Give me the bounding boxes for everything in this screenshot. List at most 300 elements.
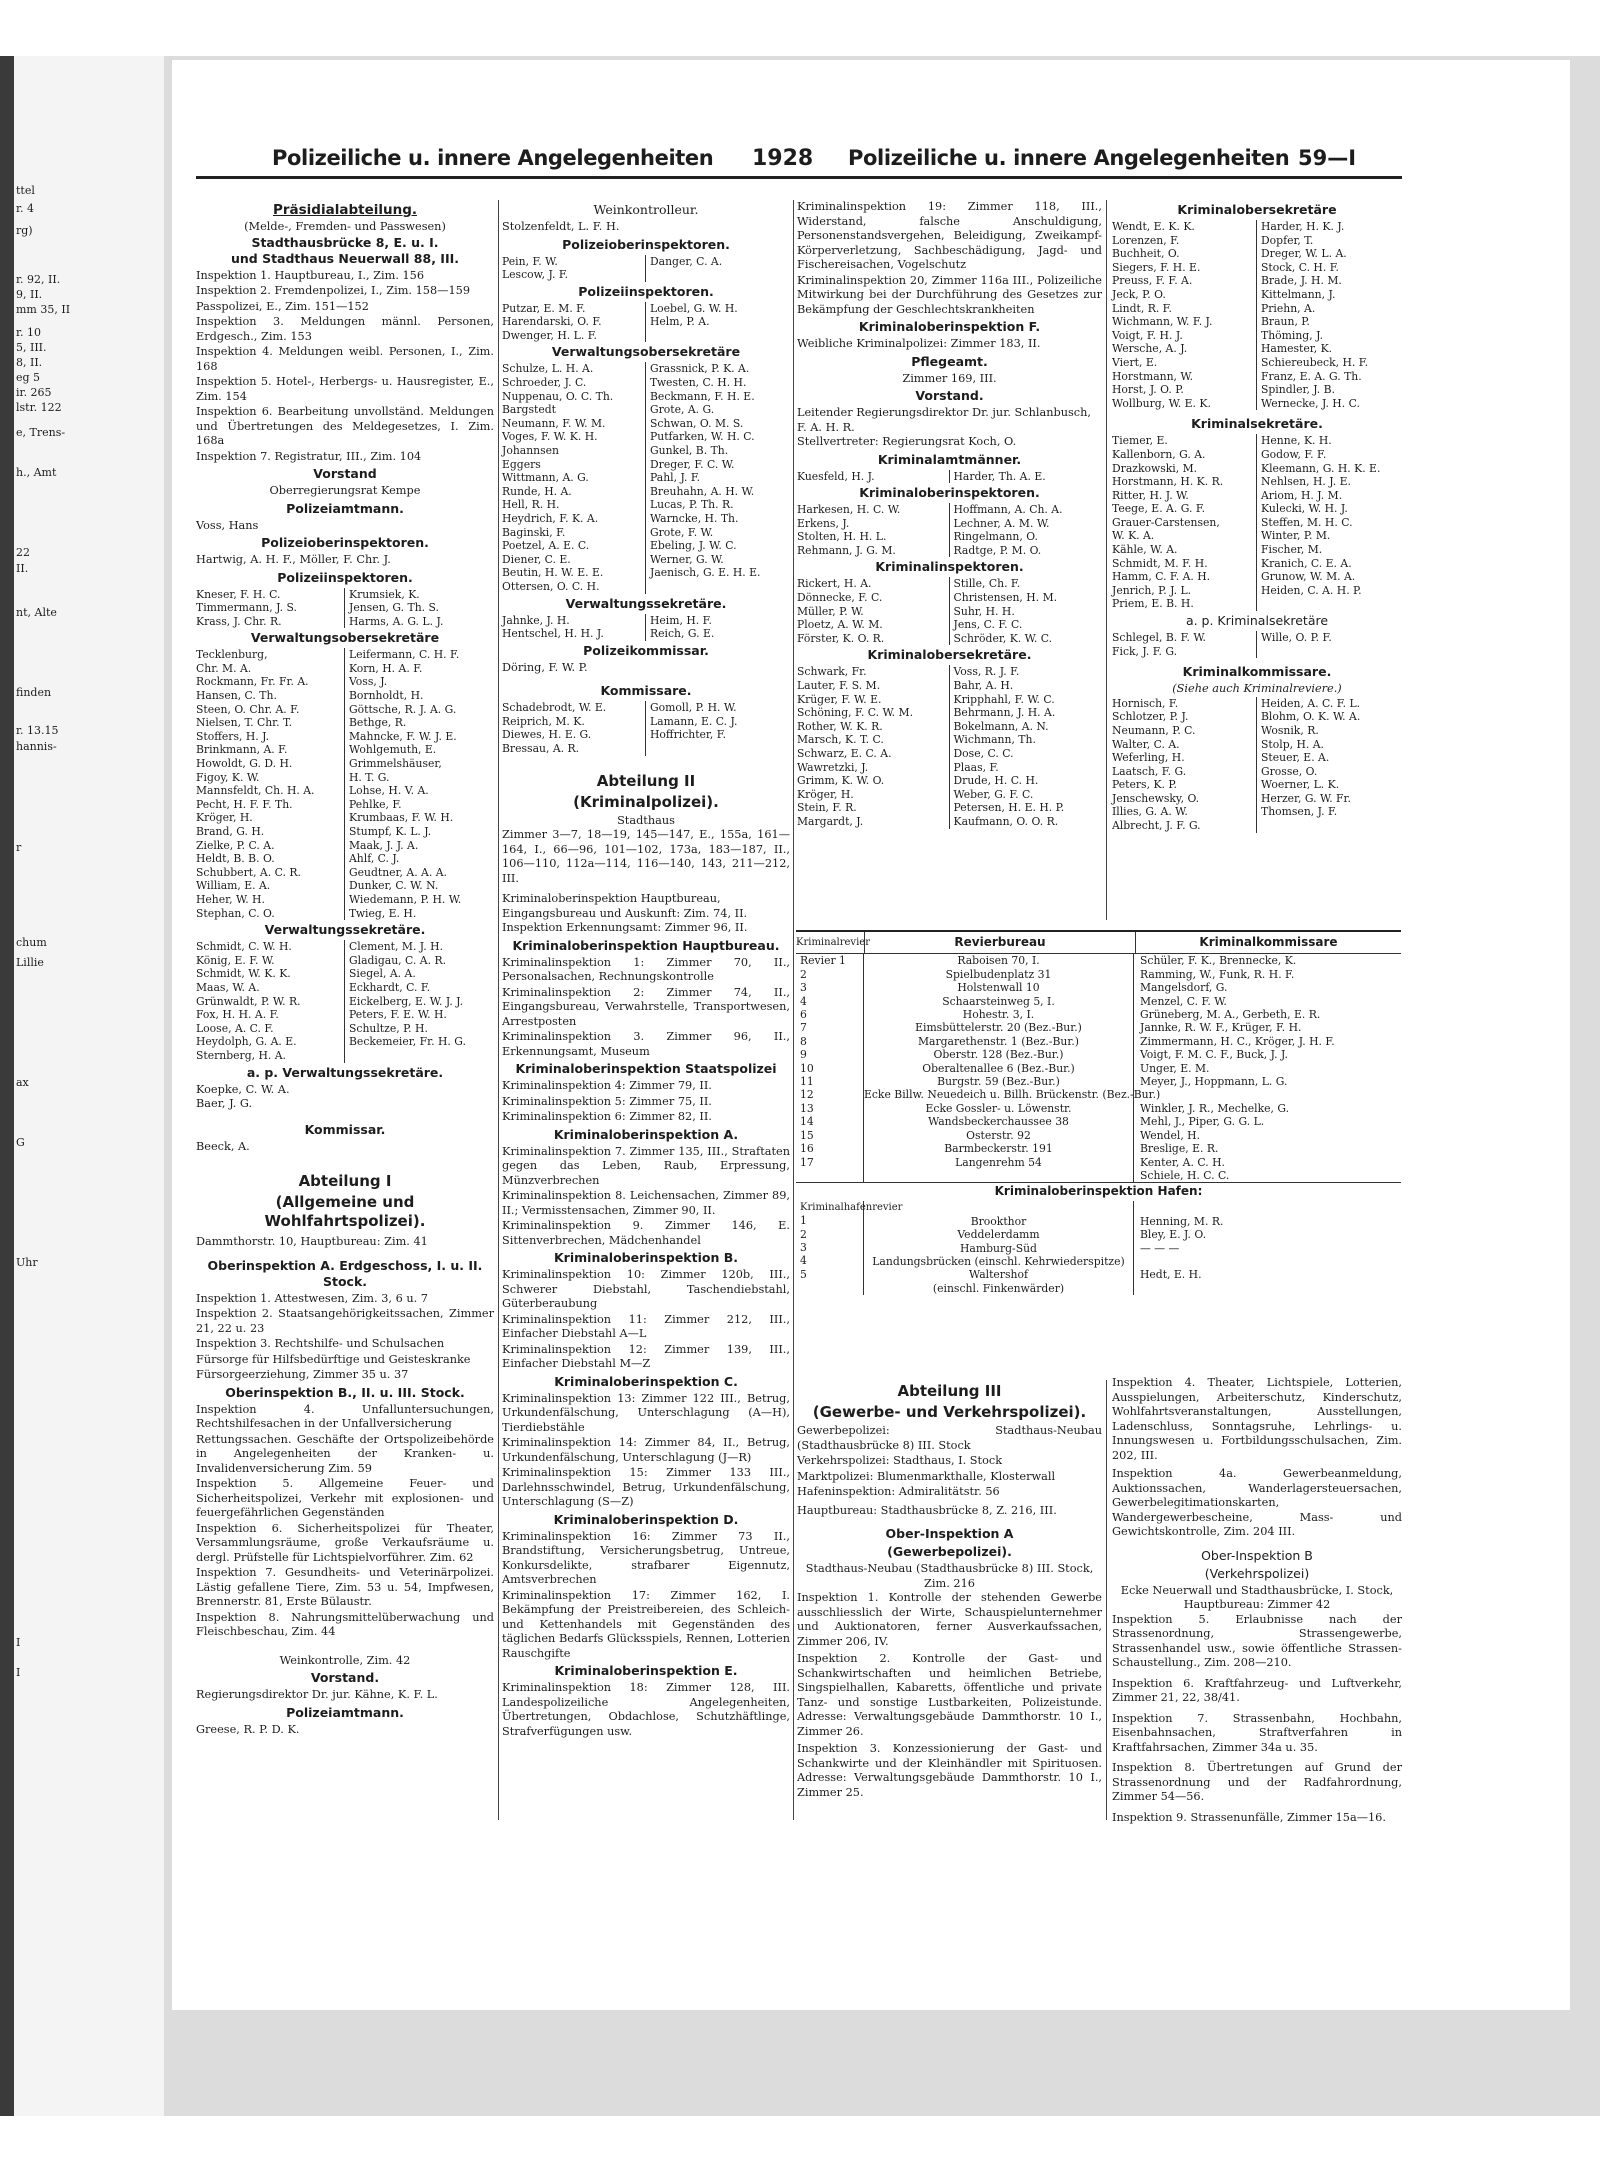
person-name: Kröger, H. <box>797 787 854 801</box>
previous-page-margin <box>14 56 164 2116</box>
revier-bureau: Holstenwall 10 <box>957 981 1040 995</box>
margin-fragment: rg) <box>16 224 33 237</box>
person-name: Ottersen, O. C. H. <box>502 579 600 593</box>
person-name: Johannsen <box>502 444 560 458</box>
margin-fragment: 22 <box>16 546 30 559</box>
c2-oberinspektoren-heading: Polizeioberinspektoren. <box>562 236 730 252</box>
person-name: Heiden, A. C. F. L. <box>1261 696 1361 710</box>
person-name: Fox, H. H. A. F. <box>196 1008 279 1022</box>
margin-fragment: r. 4 <box>16 202 35 215</box>
person-name: Beckemeier, Fr. H. G. <box>349 1035 466 1049</box>
person-name: Bressau, A. R. <box>502 742 580 756</box>
inspection-line: Inspektion 6. Bearbeitung unvollständ. Meldungen und Übertretungen des Meldegesetzes, I. Zim. 168a <box>196 405 494 447</box>
kommissare-heading: Kommissare. <box>600 683 692 699</box>
person-name: Kaufmann, O. O. R. <box>953 814 1059 828</box>
obersekretaere-heading: Verwaltungsobersekretäre <box>250 630 440 646</box>
person-name: Lindt, R. F. <box>1112 301 1172 315</box>
margin-fragment: nt, Alte <box>16 606 57 619</box>
person-name: Dönnecke, F. C. <box>797 591 883 605</box>
revier-number: Revier 1 <box>800 954 846 968</box>
inspection-line: Kriminalinspektion 13: Zimmer 122 III., Betrug, Urkundenfälschung, Unterschlagung (A—H), Tierdiebstähle <box>502 1391 790 1434</box>
person-name: Grünwaldt, P. W. R. <box>196 994 301 1008</box>
inspection-line: Inspektion 6. Sicherheitspolizei für Theater, Versammlungsräume, große Verkaufsräume u. dergl. Prüfstelle für Lichtspielvorführer. Zim. 62 <box>196 1521 494 1564</box>
inspection-line: Fürsorge für Hilfsbedürftige und Geisteskranke <box>196 1352 471 1366</box>
revier-number: 2 <box>800 967 807 981</box>
revier-number: 8 <box>800 1034 807 1048</box>
hafen-kommissar: Henning, M. R. <box>1140 1214 1224 1228</box>
reviere-table-header <box>796 932 1401 954</box>
inspection-line: Passpolizei, E., Zim. 151—152 <box>196 299 369 313</box>
hafen-bureau: Brookthor <box>970 1214 1027 1228</box>
c3-top-lines <box>797 200 1102 317</box>
person-name: Chr. M. A. <box>196 661 252 675</box>
person-name: Henne, K. H. <box>1261 434 1332 448</box>
vorstand-2-heading: Vorstand. <box>310 1670 380 1685</box>
person-name: Albrecht, J. F. G. <box>1112 819 1201 833</box>
inspection-line: Verkehrspolizei: Stadthaus, I. Stock <box>797 1454 1003 1467</box>
table-header-kommissare: Kriminalkommissare <box>1199 935 1338 949</box>
person-name: Bornholdt, H. <box>349 689 424 703</box>
person-name: Steen, O. Chr. A. F. <box>196 702 300 716</box>
inspection-line: Kriminalinspektion 4: Zimmer 79, II. <box>502 1079 712 1093</box>
c2-obersekretaere-heading: Verwaltungsobersekretäre <box>551 344 741 360</box>
inspection-line: Inspektion 5. Allgemeine Feuer- und Sicherheitspolizei, Verkehr mit explosionen- und feuergefährlichen Gegenständen <box>196 1477 494 1519</box>
ober-inspektion-a-subheading: (Gewerbepolizei). <box>887 1544 1012 1559</box>
revier-kommissar: Mehl, J., Piper, G. G. L. <box>1140 1115 1265 1129</box>
person-name: Leitender Regierungsdirektor Dr. jur. Schlanbusch, F. A. H. R. <box>797 406 1091 434</box>
c2-inspektoren-list <box>502 302 790 343</box>
person-name: Laatsch, F. G. <box>1112 764 1187 778</box>
koi-a-lines <box>502 1145 790 1249</box>
person-name: Kähle, W. A. <box>1112 543 1178 557</box>
inspection-line: Kriminalinspektion 11: Zimmer 212, III., Einfacher Diebstahl A—L <box>502 1312 790 1341</box>
revier-kommissar: Mangelsdorf, G. <box>1140 981 1228 995</box>
koi-b-heading: Kriminaloberinspektion B. <box>554 1250 738 1266</box>
oberinspektoren-names: Hartwig, A. H. F., Möller, F. Chr. J. <box>196 553 391 566</box>
abteilung-1-heading: Abteilung I <box>298 1172 392 1190</box>
person-name: Stille, Ch. F. <box>953 577 1021 591</box>
inspection-line: Kriminalinspektion 14: Zimmer 84, II., Betrug, Urkundenfälschung, Unterschlagung (J—R) <box>502 1436 790 1464</box>
person-name: Maas, W. A. <box>196 980 260 994</box>
amtmann-heading: Polizeiamtmann. <box>286 500 404 516</box>
person-name: Kripphahl, F. W. C. <box>953 692 1055 706</box>
person-name: Nuppenau, O. C. Th. <box>502 389 614 403</box>
revier-number: 6 <box>800 1008 807 1022</box>
inspection-line: Kriminalinspektion 9. Zimmer 146, E. Sittenverbrechen, Mädchenhandel <box>502 1219 790 1247</box>
revier-bureau: Ecke Billw. Neuedeich u. Billh. Brückenstr. (Bez.-Bur.) <box>864 1088 1161 1102</box>
person-name: Lauter, F. S. M. <box>797 679 881 693</box>
person-name: Kuesfeld, H. J. <box>797 469 875 483</box>
amtmaenner-list <box>797 470 1102 484</box>
amtmann-2-name: Greese, R. P. D. K. <box>196 1722 300 1736</box>
page-header <box>0 0 1600 180</box>
person-name: Ploetz, A. W. M. <box>797 618 883 632</box>
person-name: William, E. A. <box>196 879 271 893</box>
obersekretaere-list <box>196 648 494 920</box>
koi-c-lines <box>502 1392 790 1510</box>
revier-kommissar: Schüler, F. K., Brennecke, K. <box>1140 954 1297 968</box>
person-name: Jens, C. F. C. <box>953 618 1023 632</box>
inspection-line: Inspektion 2. Kontrolle der Gast- und Schankwirtschaften und heimlichen Betriebe, Singspielhallen, Kabaretts, öffentliche und private Tanz- und sonstige Lustbarkeiten, Polizeistunde. Adresse: Verwaltungsgebäude Dammthorstr. 10 I., Zimmer 26. <box>797 1652 1102 1738</box>
person-name: Wollburg, W. E. K. <box>1112 396 1211 410</box>
inspection-line: Inspektion 5. Erlaubnisse nach der Strassenordnung, Strassengewerbe, Strassenhandel usw., sowie öffentliche Strassen-Schaustellung., Zim. 208—210. <box>1112 1612 1402 1669</box>
revier-bureau: Oberstr. 128 (Bez.-Bur.) <box>933 1048 1064 1062</box>
oberinspektion-b-lines <box>196 1403 494 1640</box>
column-rule-3 <box>1106 200 1107 920</box>
person-name: Timmermann, J. S. <box>196 601 297 615</box>
ober-inspektion-b-lines <box>1112 1613 1402 1826</box>
inspection-line: Gewerbepolizei: Stadthaus-Neubau (Stadthausbrücke 8) III. Stock <box>797 1424 1102 1452</box>
person-name: Eickelberg, E. W. J. J. <box>349 994 464 1008</box>
c2-sekretaere-list <box>502 614 790 641</box>
revier-kommissar: Breslige, E. R. <box>1140 1142 1219 1156</box>
person-name: W. K. A. <box>1112 529 1155 543</box>
person-name: Schmidt, M. F. H. <box>1112 556 1208 570</box>
margin-fragment: r <box>16 841 22 854</box>
person-name: Behrmann, J. H. A. <box>953 706 1056 720</box>
praesidial-subtitle: (Melde-, Fremden- und Passwesen) <box>244 220 446 233</box>
hafen-label: Kriminalhafenrevier <box>800 1201 903 1213</box>
koi-d-lines <box>502 1530 790 1662</box>
person-name: Korn, H. A. F. <box>349 661 423 675</box>
person-name: Dose, C. C. <box>953 747 1014 760</box>
abteilung-1-subheading: (Allgemeine und Wohlfahrtspolizei). <box>264 1193 426 1230</box>
koi-f-heading: Kriminaloberinspektion F. <box>858 319 1041 334</box>
person-name: Hamm, C. F. A. H. <box>1112 570 1211 584</box>
c4-obersekretaere-list <box>1112 220 1402 410</box>
inspection-line: Inspektion 2. Fremdenpolizei, I., Zim. 158—159 <box>196 284 471 297</box>
person-name: Preuss, F. F. A. <box>1112 274 1193 288</box>
praesidial-address-2: und Stadthaus Neuerwall 88, III. <box>230 250 460 266</box>
person-name: Schadebrodt, W. E. <box>502 701 607 715</box>
revier-number: 9 <box>800 1048 807 1062</box>
person-name: Beckmann, F. H. E. <box>650 389 755 403</box>
koi-hauptbureau-heading: Kriminaloberinspektion Hauptbureau. <box>512 937 780 953</box>
person-name: Figoy, K. W. <box>196 770 260 784</box>
person-name: Wichmann, Th. <box>953 733 1036 747</box>
person-name: Mannsfeldt, Ch. H. A. <box>196 784 315 798</box>
inspection-line: Kriminalinspektion 6: Zimmer 82, II. <box>502 1110 712 1124</box>
c3-vorstand-heading: Vorstand. <box>915 388 984 403</box>
revier-kommissar: Zimmermann, H. C., Kröger, J. H. F. <box>1140 1034 1335 1048</box>
column-rule-4 <box>1106 1380 1107 1820</box>
person-name: Schmidt, C. W. H. <box>196 940 292 954</box>
koi-b-lines <box>502 1268 790 1372</box>
ap-sekretaere-heading: a. p. Verwaltungssekretäre. <box>246 1064 444 1080</box>
person-name: Jahnke, J. H. <box>502 613 570 627</box>
person-name: Kallenborn, G. A. <box>1112 447 1206 461</box>
person-name: Grunow, W. M. A. <box>1261 570 1356 584</box>
header-rule <box>196 176 1402 179</box>
person-name: Wernecke, J. H. C. <box>1261 396 1360 410</box>
ap-sekretaere-list <box>196 1083 494 1112</box>
book-gutter <box>0 56 14 2116</box>
person-name: Horst, J. O. P. <box>1112 383 1184 397</box>
inspection-line: Kriminalinspektion 10: Zimmer 120b, III., Schwerer Diebstahl, Taschendiebstahl, Güterberaubung <box>502 1268 790 1311</box>
person-name: Radtge, P. M. O. <box>953 543 1042 557</box>
person-name: Grauer-Carstensen, <box>1112 515 1220 529</box>
person-name: Bokelmann, A. N. <box>953 719 1049 733</box>
margin-fragment: Uhr <box>16 1256 38 1269</box>
person-name: Wersche, A. J. <box>1112 342 1188 356</box>
kommissare-list <box>502 701 790 755</box>
person-name: Jenrich, P. J. L. <box>1112 583 1192 597</box>
person-name: Horstmann, W. <box>1112 369 1194 383</box>
person-name: Krass, J. Chr. R. <box>196 614 282 628</box>
vorstand-heading: Vorstand <box>313 466 377 481</box>
weinkontrolleur-name: Stolzenfeldt, L. F. H. <box>502 220 620 233</box>
kriminalsekretaere-list <box>1112 434 1402 611</box>
hafen-kommissar: Bley, E. J. O. <box>1140 1228 1207 1242</box>
person-name: Rickert, H. A. <box>797 577 872 591</box>
inspection-line: Inspektion 3. Rechtshilfe- und Schulsachen <box>196 1337 445 1350</box>
sekretaere-list <box>196 940 494 1062</box>
person-name: Harder, H. K. J. <box>1261 220 1345 233</box>
person-name: Stellvertreter: Regierungsrat Koch, O. <box>797 435 1017 448</box>
person-name: Wohlgemuth, E. <box>349 743 437 757</box>
revier-bureau: Wandsbeckerchaussee 38 <box>928 1115 1069 1129</box>
abteilung-2-subheading: (Kriminalpolizei). <box>573 792 719 811</box>
person-name: Warncke, H. Th. <box>650 512 739 525</box>
person-name: Schiereubeck, H. F. <box>1261 355 1369 369</box>
kriminalkommissare-list <box>1112 697 1402 833</box>
inspection-line: Kriminalinspektion 17: Zimmer 162, I. Bekämpfung der Preistreibereien, des Schleich- und Kettenhandels mit Gegenständen des täglichen Bedarfs Glücksspiels, Rennen, Lotterien Rauschgifte <box>502 1588 790 1660</box>
inspection-line: Inspektion 1. Kontrolle der stehenden Gewerbe ausschliesslich der Wirte, Schauspielunternehmer und Auktionatoren, ferner Ausverkaufssachen, Zimmer 206, IV. <box>797 1591 1102 1648</box>
header-left-title: Polizeiliche u. innere Angelegenheiten <box>272 146 714 170</box>
praesidial-inspections <box>196 269 494 465</box>
person-name: Franz, E. A. G. Th. <box>1261 369 1362 383</box>
person-name: Peters, K. P. <box>1112 778 1177 792</box>
revier-number: 4 <box>800 994 807 1008</box>
hafen-heading: Kriminaloberinspektion Hafen: <box>796 1182 1401 1200</box>
revier-number: 12 <box>800 1088 814 1102</box>
person-name: Dunker, C. W. N. <box>349 879 439 893</box>
person-name: Müller, P. W. <box>797 604 864 618</box>
person-name: Heher, W. H. <box>196 892 265 906</box>
person-name: Wittmann, A. G. <box>502 471 589 485</box>
abteilung-3-lines <box>797 1424 1102 1500</box>
c3-obersekretaere-list <box>797 665 1102 828</box>
person-name: Gladigau, C. A. R. <box>349 953 447 967</box>
c2-inspektoren-heading: Polizeiinspektoren. <box>578 283 714 299</box>
c4-obersekretaere-heading: Kriminalobersekretäre <box>1177 202 1337 217</box>
revier-bureau: Burgstr. 59 (Bez.-Bur.) <box>937 1075 1060 1089</box>
margin-fragment: ttel <box>16 184 35 197</box>
person-name: Kneser, F. H. C. <box>196 587 281 601</box>
c3-vorstand-lines <box>797 406 1102 450</box>
revier-kommissar: Ramming, W., Funk, R. H. F. <box>1140 967 1295 981</box>
person-name: Voigt, F. H. J. <box>1112 328 1183 342</box>
person-name: Ahlf, C. J. <box>349 852 400 866</box>
inspection-line: Marktpolizei: Blumenmarkthalle, Klosterwall <box>797 1469 1056 1483</box>
person-name: Schroeder, J. C. <box>502 376 587 390</box>
weinkontrolle: Weinkontrolle, Zim. 42 <box>279 1653 411 1667</box>
abteilung-3-subheading: (Gewerbe- und Verkehrspolizei). <box>812 1403 1087 1421</box>
person-name: Heydrich, F. K. A. <box>502 512 599 525</box>
person-name: Bargstedt <box>502 403 556 417</box>
inspection-line: Inspektion 3. Meldungen männl. Personen, Erdgesch., Zim. 153 <box>196 315 494 343</box>
person-name: Stock, C. H. F. <box>1261 260 1339 274</box>
person-name: Maak, J. J. A. <box>349 838 419 852</box>
person-name: Pein, F. W. <box>502 254 558 268</box>
person-name: Tiemer, E. <box>1112 434 1168 448</box>
person-name: Wendt, E. K. K. <box>1112 220 1195 233</box>
person-name: Poetzel, A. E. C. <box>502 539 590 553</box>
person-name: Stolten, H. H. L. <box>797 530 887 544</box>
person-name: Jeck, P. O. <box>1112 287 1166 301</box>
pflegeamt-room: Zimmer 169, III. <box>902 371 997 385</box>
person-name: Reiprich, M. K. <box>502 714 585 728</box>
person-name: Loose, A. C. F. <box>196 1021 274 1035</box>
ober-inspektion-a-heading: Ober-Inspektion A <box>885 1526 1014 1541</box>
hafen-revier-number: 3 <box>800 1240 807 1254</box>
person-name: Harder, Th. A. E. <box>953 469 1046 483</box>
inspection-line: Kriminalinspektion 8. Leichensachen, Zimmer 89, II.; Vermisstensachen, Zimmer 90, II. <box>502 1189 790 1217</box>
column-rule-2 <box>793 200 794 1820</box>
vorstand-2-name: Regierungsdirektor Dr. jur. Kähne, K. F. L. <box>196 1688 438 1701</box>
person-name: Siegel, A. A. <box>349 967 416 981</box>
inspection-line: Inspektion 1. Attestwesen, Zim. 3, 6 u. 7 <box>196 1291 428 1305</box>
c2-oberinspektoren-list <box>502 255 790 282</box>
amtmann-name: Voss, Hans <box>196 518 259 532</box>
inspection-line: Kriminalinspektion 16: Zimmer 73 II., Brandstiftung, Versicherungsbetrug, Untreue, Konkursdelikte, strafbarer Eigennutz, Amtsverbrechen <box>502 1529 790 1587</box>
polizeikommissar-heading: Polizeikommissar. <box>583 642 709 658</box>
person-name: Voss, J. <box>349 675 388 689</box>
person-name: Lorenzen, F. <box>1112 233 1180 247</box>
ober-inspektion-b-subheading: (Verkehrspolizei) <box>1204 1565 1310 1581</box>
hafen-kommissar: Hedt, E. H. <box>1140 1268 1202 1282</box>
inspektion-4a: Inspektion 4a. Gewerbeanmeldung, Auktionssachen, Wanderlagersteuersachen, Gewerbelegitimationskarten, Wandergewerbescheine, Mass- und Gewichtskontrolle, Zim. 204 III. <box>1112 1467 1402 1538</box>
person-name: Bahr, A. H. <box>953 679 1014 693</box>
person-name: Dreger, F. C. W. <box>650 457 735 471</box>
person-name: Buchheit, O. <box>1112 247 1180 261</box>
person-name: Neumann, F. W. M. <box>502 416 606 430</box>
person-name: Weferling, H. <box>1112 751 1185 765</box>
person-name: Twesten, C. H. H. <box>650 376 747 390</box>
koi-d-heading: Kriminaloberinspektion D. <box>553 1511 739 1527</box>
koi-a-heading: Kriminaloberinspektion A. <box>553 1126 739 1142</box>
person-name: Spindler, J. B. <box>1261 383 1336 397</box>
inspektion-4: Inspektion 4. Theater, Lichtspiele, Lotterien, Ausspielungen, Arbeiterschutz, Kinderschutz, Wohlfahrtsveranstaltungen, Ausstellungen, Ladenschluss, Sonntagsruhe, Lehrlings- u. Innungswesen u. Fortbildungsschulsachen, Zim. 202, III. <box>1112 1376 1402 1462</box>
person-name: Stolp, H. A. <box>1261 737 1324 751</box>
ober-inspektion-b-address: Ecke Neuerwall und Stadthausbrücke, I. Stock, Hauptbureau: Zimmer 42 <box>1120 1583 1394 1611</box>
person-name: Lamann, E. C. J. <box>650 714 738 728</box>
person-name: Priehn, A. <box>1261 301 1316 315</box>
polizeikommissar-name: Döring, F. W. P. <box>502 660 588 674</box>
revier-kommissar: Kenter, A. C. H. <box>1140 1155 1225 1169</box>
margin-fragment: II. <box>16 562 29 575</box>
inspection-line: Inspektion 7. Registratur, III., Zim. 104 <box>196 449 422 463</box>
revier-number: 13 <box>800 1101 814 1115</box>
person-name: Jaenisch, G. E. H. E. <box>650 566 761 580</box>
weinkontrolleur-heading: Weinkontrolleur. <box>593 202 699 217</box>
person-name: Ritter, H. J. W. <box>1112 488 1189 502</box>
abteilung-2-heading: Abteilung II <box>596 771 696 790</box>
margin-fragment: h., Amt <box>16 466 57 479</box>
person-name: Grimmelshäuser, <box>349 757 442 771</box>
inspection-line: Inspektion 4. Unfalluntersuchungen, Rechtshilfesachen in der Unfallversicherung <box>196 1402 494 1430</box>
ober-inspektion-b-heading: Ober-Inspektion B <box>1201 1547 1313 1563</box>
person-name: Nehlsen, H. J. E. <box>1261 475 1351 489</box>
person-name: Schwarz, E. C. A. <box>797 747 892 760</box>
sekretaere-heading: Verwaltungssekretäre. <box>264 922 426 938</box>
hafen-revier-number: 4 <box>800 1254 807 1268</box>
c3-inspektoren-list <box>797 577 1102 645</box>
revier-kommissar: Jannke, R. W. F., Krüger, F. H. <box>1140 1021 1302 1035</box>
person-name: Stoffers, H. J. <box>196 729 270 743</box>
pflegeamt-heading: Pflegeamt. <box>911 353 988 369</box>
person-name: Schultze, P. H. <box>349 1021 428 1035</box>
person-name: Lohse, H. V. A. <box>349 784 429 798</box>
person-name: Dreger, W. L. A. <box>1261 247 1347 261</box>
c3-obersekretaere-heading: Kriminalobersekretäre. <box>867 647 1032 663</box>
person-name: Walter, C. A. <box>1112 737 1180 751</box>
koi-e-heading: Kriminaloberinspektion E. <box>554 1663 738 1679</box>
person-name: Sternberg, H. A. <box>196 1048 286 1062</box>
hafen-revier-number: 1 <box>800 1214 807 1228</box>
revier-bureau: Hohestr. 3, I. <box>962 1008 1035 1022</box>
person-name: Bethge, R. <box>349 716 407 730</box>
person-name: Lescow, J. F. <box>502 268 569 282</box>
person-name: Hornisch, F. <box>1112 696 1179 710</box>
revier-number: 3 <box>800 981 807 995</box>
person-name: Clement, M. J. H. <box>349 940 444 954</box>
c3-oberinspektoren-list <box>797 503 1102 557</box>
person-name: Priem, E. B. H. <box>1112 597 1194 611</box>
person-name: Godow, F. F. <box>1261 447 1327 461</box>
reviere-table <box>796 930 1401 1322</box>
person-name: Heiden, C. A. H. P. <box>1261 583 1362 597</box>
table-header-revier: Kriminalrevier <box>796 932 865 953</box>
kriminalkommissare-heading: Kriminalkommissare. <box>1182 664 1332 680</box>
person-name: Ringelmann, O. <box>953 530 1038 544</box>
margin-fragment: 8, II. <box>16 356 43 369</box>
koi-staatspolizei-heading: Kriminaloberinspektion Staatspolizei <box>515 1061 777 1077</box>
column-rule-1 <box>498 200 499 1820</box>
person-name: Loebel, G. W. H. <box>650 301 738 315</box>
person-name: Thöming, J. <box>1261 328 1323 342</box>
abteilung-1-address: Dammthorstr. 10, Hauptbureau: Zim. 41 <box>196 1235 428 1248</box>
kriminalkommissare-note: (Siehe auch Kriminalreviere.) <box>1172 682 1342 696</box>
person-name: H. T. G. <box>349 770 390 784</box>
kommissar-heading: Kommissar. <box>304 1121 386 1137</box>
person-name: Danger, C. A. <box>650 254 723 268</box>
person-name: Lucas, P. Th. R. <box>650 498 734 512</box>
koi-hauptbureau-info: Kriminaloberinspektion Hauptbureau, Eingangsbureau und Auskunft: Zim. 74, II. <box>502 892 748 920</box>
c2-sekretaere-heading: Verwaltungssekretäre. <box>565 595 727 611</box>
revier-bureau: Schaarsteinweg 5, I. <box>942 994 1055 1008</box>
koi-f-text: Weibliche Kriminalpolizei: Zimmer 183, II. <box>797 337 1041 350</box>
inspection-line: Inspektion 7. Gesundheits- und Veterinärpolizei. Lästig gefallene Tiere, Zim. 53 u. 54, Impfwesen, Brennerstr. 81, Erste Bülaustr. <box>196 1566 494 1608</box>
person-name: Pecht, H. F. F. Th. <box>196 797 293 811</box>
person-name: Gomoll, P. H. W. <box>650 701 737 715</box>
person-name: Horstmann, H. K. R. <box>1112 475 1224 489</box>
revier-number: 16 <box>800 1142 814 1156</box>
person-name: Tecklenburg, <box>196 648 268 662</box>
person-name: Eckhardt, C. F. <box>349 980 431 994</box>
person-name: Rockmann, Fr. Fr. A. <box>196 675 309 689</box>
person-name: Harms, A. G. L. J. <box>349 614 444 628</box>
person-name: Weber, G. F. C. <box>953 787 1034 801</box>
oberinspektoren-heading: Polizeioberinspektoren. <box>261 535 429 550</box>
margin-fragment: r. 13.15 <box>16 724 59 737</box>
person-name: Siegers, F. H. E. <box>1112 260 1201 274</box>
ober-inspektion-a-address: Stadthaus-Neubau (Stadthausbrücke 8) III. Stock, Zim. 216 <box>805 1562 1094 1590</box>
column-4-lower <box>1112 1376 1402 1824</box>
person-name: Christensen, H. M. <box>953 591 1058 605</box>
person-name: Heydolph, G. A. E. <box>196 1035 297 1049</box>
person-name: Dopfer, T. <box>1261 233 1314 247</box>
